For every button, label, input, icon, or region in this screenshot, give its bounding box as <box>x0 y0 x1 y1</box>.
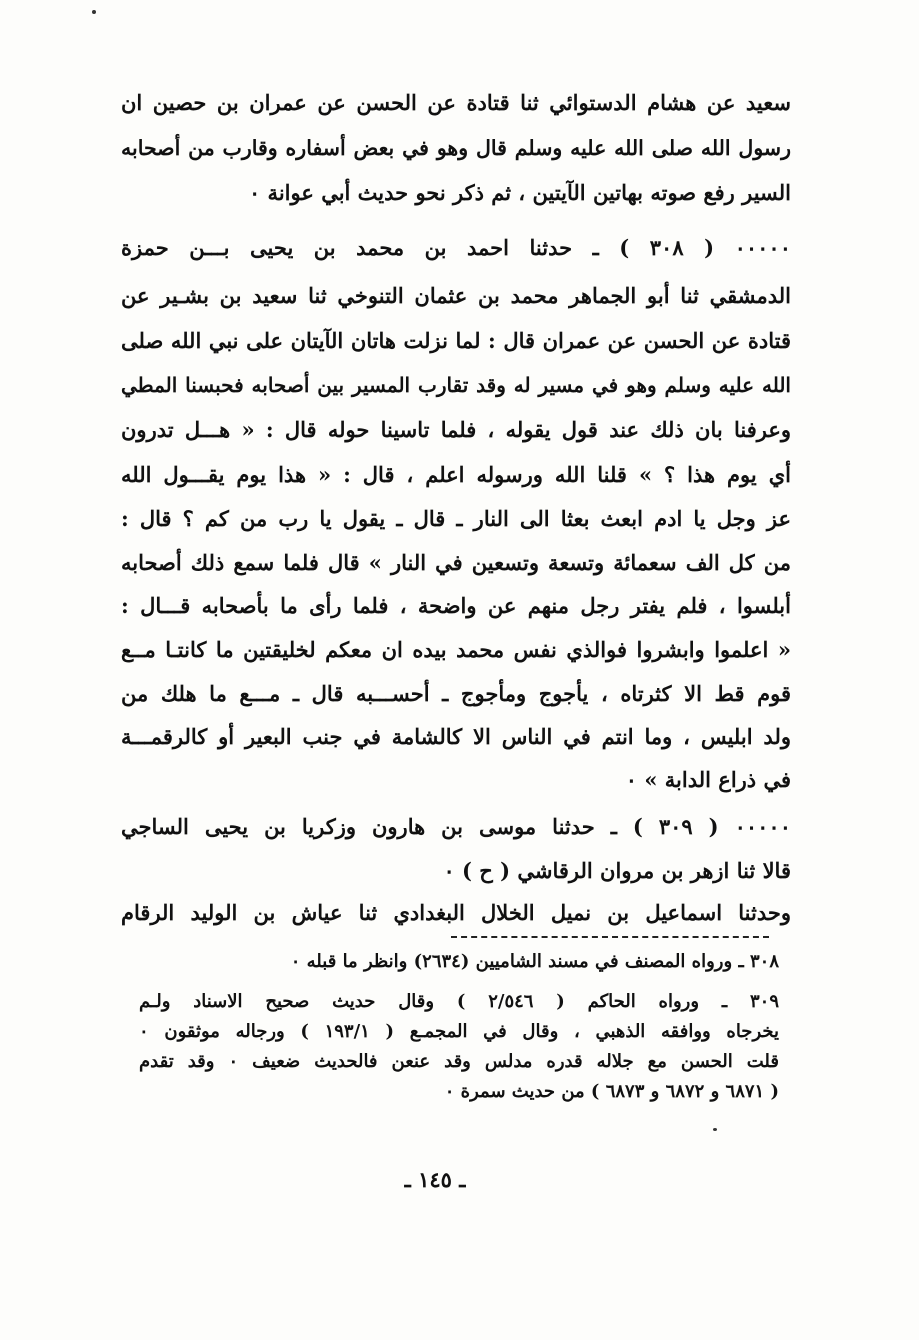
body-line-13: « اعلموا وابشروا فوالذي نفس محمد بيده ان معكم لخليقتين ما كانتـا مــع <box>121 637 791 662</box>
body-line-14: قوم قط الا كثرتاه ، يأجوج ومأجوج ـ أحســـبه قال ـ مـــع ما هلك من <box>121 681 791 706</box>
body-line-7: الله عليه وسلم وهو في مسير له وقد تقارب المسير بين أصحابه فحبسنا المطي <box>121 373 791 397</box>
body-line-1: سعيد عن هشام الدستوائي ثنا قتادة عن الحسن عن عمران بن حصين ان <box>121 90 791 115</box>
body-line-19: وحدثنا اسماعيل بن نميل الخلال البغدادي ثنا عياش بن الوليد الرقام <box>121 900 791 925</box>
body-line-8: وعرفنا بان ذلك عند قول يقوله ، فلما تاسينا حوله قال : « هـــل تدرون <box>121 417 791 442</box>
body-line-16: في ذراع الدابة » ٠ <box>625 767 791 792</box>
body-line-4: ٠٠٠٠٠ ( ٣٠٨ ) ـ حدثنا احمد بن محمد بن يحيى بـــن حمزة <box>121 235 791 260</box>
body-line-3: السير رفع صوته بهاتين الآيتين ، ثم ذكر نحو حديث أبي عوانة ٠ <box>248 180 791 205</box>
body-line-15: ولد ابليس ، وما انتم في الناس الا كالشامة في جنب البعير أو كالرقمـــة <box>121 724 791 749</box>
footnote-line-2: ٣٠٩ ـ ورواه الحاكم ( ٢/٥٤٦ ) وقال حديث صحيح الاسناد ولـم <box>139 991 779 1012</box>
footnote-line-4: قلت الحسن مع جلاله قدره مدلس وقد عنعن فالحديث ضعيف ٠ وقد تقدم <box>139 1051 779 1072</box>
body-line-9: أي يوم هذا ؟ » قلنا الله ورسوله اعلم ، قال : « هذا يوم يقـــول الله <box>121 462 791 487</box>
footnote-line-1: ٣٠٨ ـ ورواه المصنف في مسند الشاميين (٢٦٣٤) وانظر ما قبله ٠ <box>290 951 779 972</box>
scan-speck <box>92 10 96 14</box>
footnote-line-3: يخرجاه ووافقه الذهبي ، وقال في المجمـع ( ١٩٣/١ ) ورجاله موثقون ٠ <box>139 1021 779 1042</box>
body-line-10: عز وجل يا ادم ابعث بعثا الى النار ـ قال ـ يقول يا رب من كم ؟ قال : <box>121 506 791 531</box>
body-line-6: قتادة عن الحسن عن عمران قال : لما نزلت هاتان الآيتان على نبي الله صلى <box>121 328 791 353</box>
page-number: ـ ١٤٥ ـ <box>404 1167 466 1192</box>
footnote-line-5: ( ٦٨٧١ و ٦٨٧٢ و ٦٨٧٣ ) من حديث سمرة ٠ <box>444 1081 779 1102</box>
scan-speck <box>713 1128 717 1131</box>
footnote-separator <box>451 936 769 938</box>
body-line-2: رسول الله صلى الله عليه وسلم قال وهو في بعض أسفاره وقارب من أصحابه <box>121 136 791 160</box>
body-line-17: ٠٠٠٠٠ ( ٣٠٩ ) ـ حدثنا موسى بن هارون وزكريا بن يحيى الساجي <box>121 814 791 839</box>
body-line-5: الدمشقي ثنا أبو الجماهر محمد بن عثمان التنوخي ثنا سعيد بن بشـير عن <box>121 283 791 308</box>
body-line-11: من كل الف سعمائة وتسعة وتسعين في النار » قال فلما سمع ذلك أصحابه <box>121 550 791 575</box>
body-line-12: أبلسوا ، فلم يفتر رجل منهم عن واضحة ، فلما رأى ما بأصحابه قـــال : <box>121 593 791 618</box>
body-line-18: قالا ثنا ازهر بن مروان الرقاشي ( ح ) ٠ <box>443 858 791 883</box>
